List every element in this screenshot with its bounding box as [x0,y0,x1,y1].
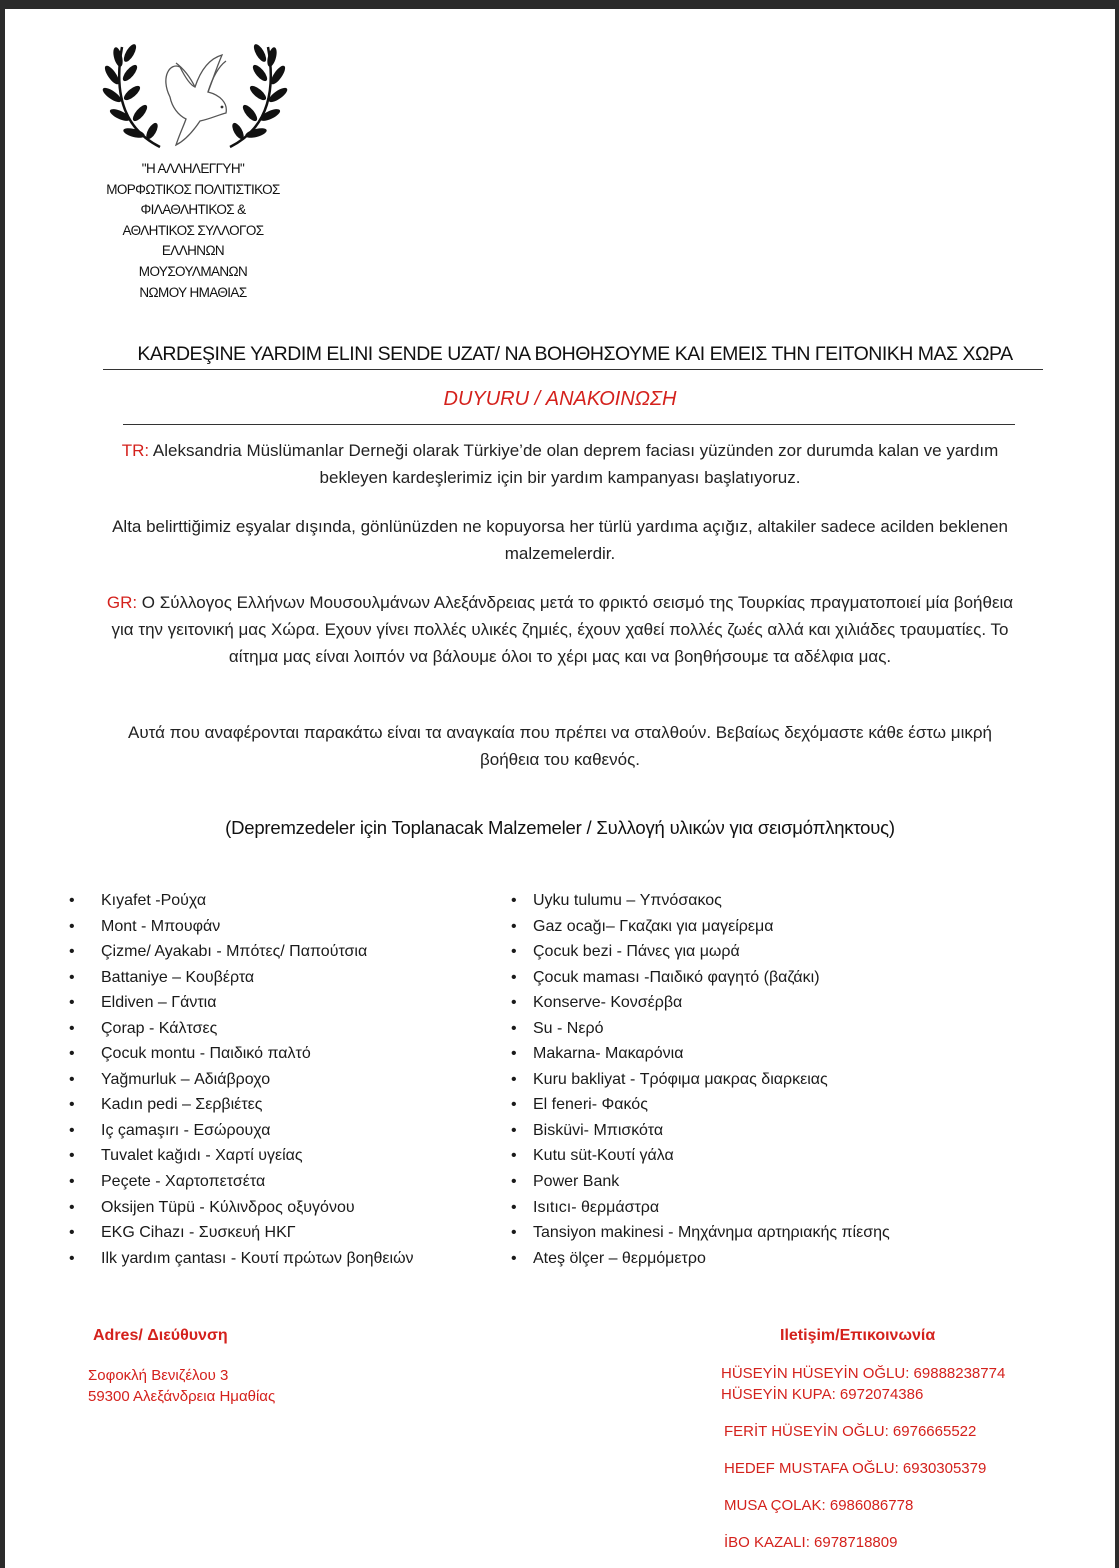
contact-entry: FERİT HÜSEYİN OĞLU: 6976665522 [724,1423,977,1440]
list-item: • Oksijen Tüpü - Κύλινδρος οξυγόνου [69,1195,414,1221]
org-line: ΜΟΡΦΩΤΙΚΟΣ ΠΟΛΙΤΙΣΤΙΚΟΣ [106,181,280,197]
gr-text: Ο Σύλλογος Ελλήνων Μουσουλμάνων Αλεξάνδρειας μετά το φρικτό σεισμό της Τουρκίας πραγματοποιεί μία βοήθεια για την γειτονική μας Χώρα. Εχουν γίνει πολλές υλικές ζημιές, έχουν χαθεί πολλές ζωές αλλά και χιλιάδες τραυματίες. Το αίτημα μας είναι λοιπόν να βάλουμε όλοι το χέρι μας και να βοηθήσουμε τα αδέλφια μας. [111,593,1014,666]
tr-text: Aleksandria Müslümanlar Derneği olarak Türkiye’de olan deprem faciası yüzünden zor durumda kalan ve yardım bekleyen kardeşlerimiz için bir yardım kampanyası başlatıyoruz. [149,441,999,487]
list-item: • Eldiven – Γάντια [69,990,414,1016]
org-line: "Η ΑΛΛΗΛΕΓΓΥΗ" [141,161,245,176]
list-item: • Su - Νερό [511,1016,890,1042]
list-item: • Ateş ölçer – θερμόμετρο [511,1246,890,1272]
contact-entry: İBO KAZALI: 6978718809 [724,1534,898,1551]
list-item: • Kuru bakliyat - Τρόφιμα μακρας διαρκειας [511,1067,890,1093]
org-line: ΝΩΜΟΥ ΗΜΑΘΙΑΣ [139,284,247,300]
contact-entry: HÜSEYİN HÜSEYİN OĞLU: 69888238774 [721,1365,1006,1382]
address-block [88,1365,275,1407]
items-list-left [69,888,414,1271]
divider [123,424,1015,425]
contact-entry: MUSA ÇOLAK: 6986086778 [724,1497,914,1514]
list-item: • Tuvalet kağıdı - Χαρτί υγείας [69,1143,414,1169]
divider [103,369,1043,370]
address-line: Σοφοκλή Βενιζέλου 3 [88,1367,229,1384]
list-item: • Mont - Μπουφάν [69,914,414,940]
paragraph-gr-2: Αυτά που αναφέρονται παρακάτω είναι τα αναγκαία που πρέπει να σταλθούν. Βεβαίως δεχόμαστε κάθε έστω μικρή βοήθεια του καθενός. [128,723,992,769]
paragraph-tr [101,437,1019,491]
list-item: • EKG Cihazı - Συσκευή ΗΚΓ [69,1220,414,1246]
dove-laurel-logo-icon [100,37,290,152]
org-line: ΦΙΛΑΘΛΗΤΙΚΟΣ & [140,202,246,218]
list-item: • Kıyafet -Ρούχα [69,888,414,914]
organization-name [93,159,293,303]
contact-entry: HÜSEYİN KUPA: 6972074386 [721,1386,924,1403]
gr-tag: GR: [106,593,138,612]
list-item: • Çocuk maması -Παιδικό φαγητό (βαζάκι) [511,965,890,991]
document-page [5,9,1115,1568]
list-item: • Iç çamaşırı - Εσώρουχα [69,1118,414,1144]
contact-entry: HEDEF MUSTAFA OĞLU: 6930305379 [724,1460,987,1477]
list-item: • Battaniye – Κουβέρτα [69,965,414,991]
list-item: • Kadın pedi – Σερβιέτες [69,1092,414,1118]
list-item: • Çocuk montu - Παιδικό παλτό [69,1041,414,1067]
address-title: Adres/ Διεύθυνση [93,1327,228,1344]
paragraph-tr-2: Alta belirttiğimiz eşyalar dışında, gönlünüzden ne kopuyorsa her türlü yardıma açığız, altakiler sadece acilden beklenen malzemelerdir. [112,517,1008,563]
list-item: • Isıtıcı- θερμάστρα [511,1195,890,1221]
list-item: • Makarna- Μακαρόνια [511,1041,890,1067]
list-item: • Gaz ocağı– Γκαζακι για μαγείρεμα [511,914,890,940]
list-item: • Çizme/ Ayakabı - Μπότες/ Παπούτσια [69,939,414,965]
paragraph-gr [101,589,1019,670]
list-item: • Çorap - Κάλτσες [69,1016,414,1042]
list-item: • Ilk yardım çantası - Κουτί πρώτων βοηθειών [69,1246,414,1272]
list-item: • Uyku tulumu – Υπνόσακος [511,888,890,914]
org-line: ΑΘΛΗΤΙΚΟΣ ΣΥΛΛΟΓΟΣ [122,222,264,238]
list-item: • Power Bank [511,1169,890,1195]
org-line: ΜΟΥΣΟΥΛΜΑΝΩΝ [138,263,248,279]
items-list-right [511,888,890,1271]
tr-tag: TR: [121,441,150,460]
announcement-subtitle: DUYURU / ΑΝΑΚΟΙΝΩΣΗ [443,388,677,410]
list-item: • Kutu süt-Κουτί γάλα [511,1143,890,1169]
headline: KARDEŞINE YARDIM ELINI SENDE UZAT/ ΝΑ ΒΟΗΘΗΣΟΥΜΕ ΚΑΙ ΕΜΕΙΣ ΤΗΝ ΓΕΙΤΟΝΙΚΗ ΜΑΣ ΧΩΡΑ [137,343,1013,365]
list-item: • Tansiyon makinesi - Μηχάνημα αρτηριακής πίεσης [511,1220,890,1246]
list-title: (Depremzedeler için Toplanacak Malzemeler / Συλλογή υλικών για σεισμόπληκτους) [225,817,895,838]
list-item: • Bisküvi- Μπισκότα [511,1118,890,1144]
contact-title: Iletişim/Επικοινωνία [780,1327,936,1344]
list-item: • Peçete - Χαρτοπετσέτα [69,1169,414,1195]
org-line: ΕΛΛΗΝΩΝ [161,243,225,259]
list-item: • Konserve- Κονσέρβα [511,990,890,1016]
list-item: • Yağmurluk – Αδιάβροχο [69,1067,414,1093]
list-item: • El feneri- Φακός [511,1092,890,1118]
address-line: 59300 Αλεξάνδρεια Ημαθίας [88,1388,276,1405]
list-item: • Çocuk bezi - Πάνες για μωρά [511,939,890,965]
